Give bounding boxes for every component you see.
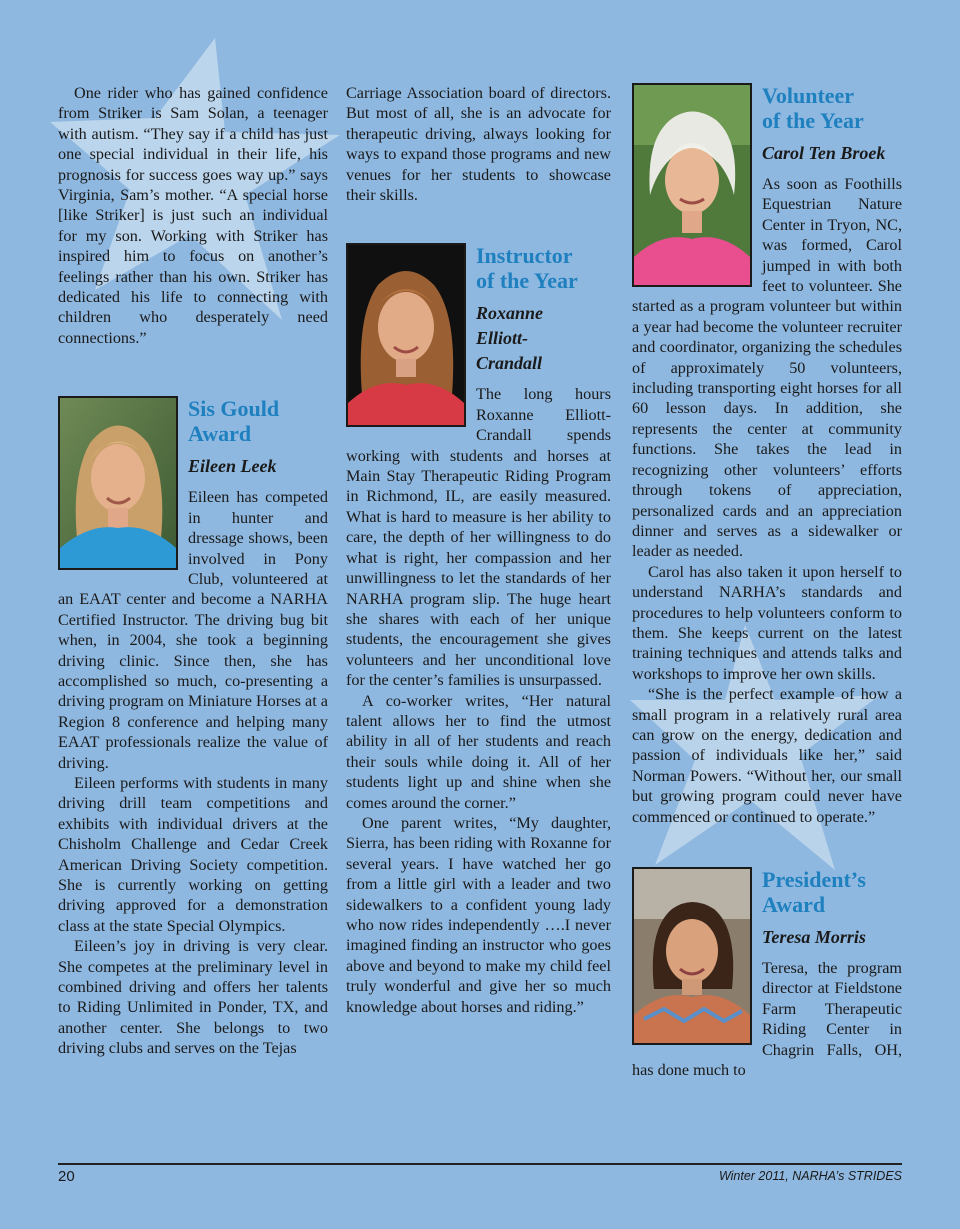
name-line1: Roxanne [476, 303, 544, 324]
award-title-line2: Award [762, 892, 826, 917]
carol-paragraph-3: “She is the perfect example of how a small program in a relatively rural area can grow on the energy, dedication and passion of individuals like her,” said Norman Powers. “Without her, our small but growing program could never have commenced or continued to operate.” [632, 685, 902, 826]
column-right [632, 83, 902, 1080]
footer-rule [58, 1163, 902, 1165]
award-title-line1: Sis Gould [188, 396, 280, 422]
page-number: 20 [58, 1168, 75, 1185]
photo-eileen-leek [58, 396, 178, 570]
name-line2: Elliott- [476, 328, 529, 349]
portrait-woman-blonde-icon [60, 398, 176, 568]
roxanne-paragraph-1: The long hours Roxanne Elliott-Crandall spends working with students and horses at Main Stay Therapeutic Riding Program in Richmond, IL, are easily measured. What is hard to measure is her ability to care, the depth of her willingness to do what is right, her compassion and her unwillingness to let the standards of her NARHA program slip. The huge heart she shares with each of her unique students, the encouragement she gives volunteers and her unconditional love for the center’s families is unsurpassed. [346, 385, 611, 690]
recipient-name-eileen: Eileen Leek [188, 456, 277, 477]
recipient-name-teresa: Teresa Morris [762, 927, 866, 947]
recipient-name-carol: Carol Ten Broek [762, 143, 886, 163]
roxanne-paragraph-3: One parent writes, “My daughter, Sierra, has been riding with Roxanne for several years. I have watched her go from a little girl with a leader and two sidewalkers to a confident young lady who now rides independently ….I never imagined finding an instructor who goes above and beyond to make my child feel truly wonderful and give her so much knowledge about horses and riding.” [346, 813, 611, 1016]
photo-carol-ten-broek [632, 83, 752, 287]
name-line3: Crandall [476, 353, 543, 374]
continued-paragraph: Carriage Association board of directors. But most of all, she is an advocate for therapeutic driving, always looking for ways to expand those programs and new venues for her students to showcase their skills. [346, 84, 611, 205]
award-title-line1: Instructor [476, 243, 573, 269]
carol-paragraph-2: Carol has also taken it upon herself to understand NARHA’s standards and procedures to help volunteers conform to them. She keeps current on the latest training techniques and attends talks and workshops to improve her own skills. [632, 562, 902, 683]
column-left [58, 83, 328, 1059]
intro-paragraph: One rider who has gained confidence from Striker is Sam Solan, a teenager with autism. “They say if a child has just one special individual in their life, his prognosis for success goes way up.” says Virginia, Sam’s mother. “A special horse [like Striker] is just such an individual for my son. Working with Striker has inspired him to focus on another’s feelings rather than his own. Striker has dedicated his life to connecting with children who desperately need connections.” [58, 84, 328, 347]
portrait-woman-dark-hair-icon [634, 869, 750, 1043]
award-title-line1: President’s [762, 867, 866, 892]
award-title-line2: of the Year [762, 108, 864, 133]
column-middle [346, 83, 611, 1017]
photo-teresa-morris [632, 867, 752, 1045]
portrait-woman-grey-hair-icon [634, 85, 750, 285]
carol-paragraph-1: As soon as Foothills Equestrian Nature Center in Tryon, NC, was formed, Carol jumped in with both feet to volunteer. She started as a program volunteer but within a year had become the volunteer recruiter and coordinator, organizing the schedules of approximately 50 volunteers, including transporting eight horses for all 60 lesson days. In addition, she represents the center at community functions. She takes the lead in recognizing other volunteers’ efforts through tokens of appreciation, personalized cards and an appreciation dinner and serves as a sidewalker or leader as needed. [632, 175, 902, 561]
portrait-woman-redhead-icon [348, 245, 464, 425]
award-title-line2: of the Year [476, 268, 578, 294]
magazine-issue-line: Winter 2011, NARHA’s STRIDES [718, 1169, 902, 1183]
award-title-line1: Volunteer [762, 83, 855, 108]
eileen-paragraph-3: Eileen’s joy in driving is very clear. She competes at the preliminary level in combined driving and offers her talents to Riding Unlimited in Ponder, TX, and another center. She belongs to two driving clubs and serves on the Tejas [58, 937, 328, 1058]
roxanne-paragraph-2: A co-worker writes, “Her natural talent allows her to find the utmost ability in all of her students and reach their souls while doing it. All of her students light up and shine when she comes around the corner.” [346, 691, 611, 812]
eileen-paragraph-1: Eileen has competed in hunter and dressage shows, been involved in Pony Club, volunteered at an EAAT center and become a NARHA Certified Instructor. The driving bug bit when, in 2004, she took a beginning driving clinic. Since then, she has accomplished so much, co-presenting a driving program on Miniature Horses at a Region 8 conference and helping many EAAT professionals realize the value of driving. [58, 488, 328, 772]
eileen-paragraph-2: Eileen performs with students in many driving drill team competitions and exhibits with individual drivers at the Chisholm Challenge and Cedar Creek American Driving Society competition. She is currently working on getting driving approved for a demonstration class at the state Special Olympics. [58, 773, 328, 935]
teresa-paragraph-1: Teresa, the program director at Fieldstone Farm Therapeutic Riding Center in Chagrin Falls, OH, has done much to [632, 959, 902, 1080]
award-title-line2: Award [188, 421, 252, 447]
photo-roxanne-elliott-crandall [346, 243, 466, 427]
